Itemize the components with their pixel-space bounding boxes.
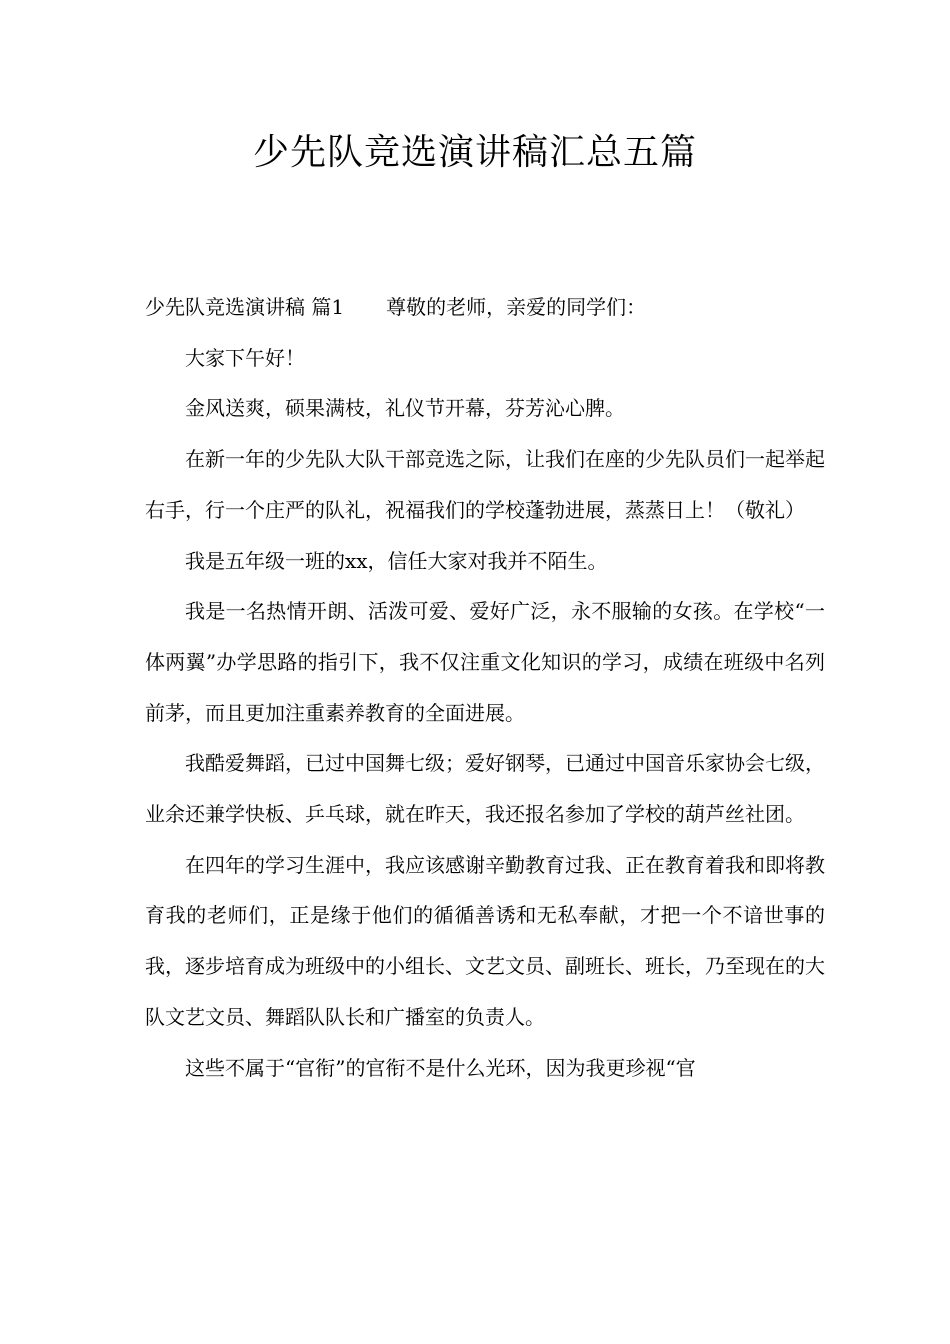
paragraph: 大家下午好！ bbox=[185, 345, 305, 370]
first-line bbox=[145, 282, 825, 333]
paragraph: 我是一名热情开朗、活泼可爱、爱好广泛，永不服输的女孩。在学校“一体两翼”办学思路的指引下，我不仅注重文化知识的学习，成绩在班级中名列前茅，而且更加注重素养教育的全面进展。 bbox=[145, 599, 825, 725]
paragraph: 这些不属于“官衔”的官衔不是什么光环，因为我更珍视“官 bbox=[185, 1055, 696, 1080]
paragraph: 我是五年级一班的xx，信任大家对我并不陌生。 bbox=[185, 548, 608, 573]
paragraph: 在新一年的少先队大队干部竞选之际，让我们在座的少先队员们一起举起右手，行一个庄严的队礼，祝福我们的学校蓬勃进展，蒸蒸日上！（敬礼） bbox=[145, 447, 825, 522]
salutation: 尊敬的老师，亲爱的同学们： bbox=[386, 295, 647, 319]
paragraph: 在四年的学习生涯中，我应该感谢辛勤教育过我、正在教育着我和即将教育我的老师们，正是缘于他们的循循善诱和无私奉献，才把一个不谙世事的我，逐步培育成为班级中的小组长、文艺文员、副班长、班长，乃至现在的大队文艺文员、舞蹈队队长和广播室的负责人。 bbox=[145, 852, 825, 1029]
section-heading: 少先队竞选演讲稿 篇1 bbox=[145, 295, 345, 319]
paragraph: 我酷爱舞蹈，已过中国舞七级；爱好钢琴，已通过中国音乐家协会七级，业余还兼学快板、乒乓球，就在昨天，我还报名参加了学校的葫芦丝社团。 bbox=[145, 751, 825, 827]
document-body bbox=[145, 282, 825, 1093]
document-title: 少先队竞选演讲稿汇总五篇 bbox=[252, 132, 697, 173]
paragraph: 金风送爽，硕果满枝，礼仪节开幕，芬芳沁心脾。 bbox=[185, 396, 625, 421]
